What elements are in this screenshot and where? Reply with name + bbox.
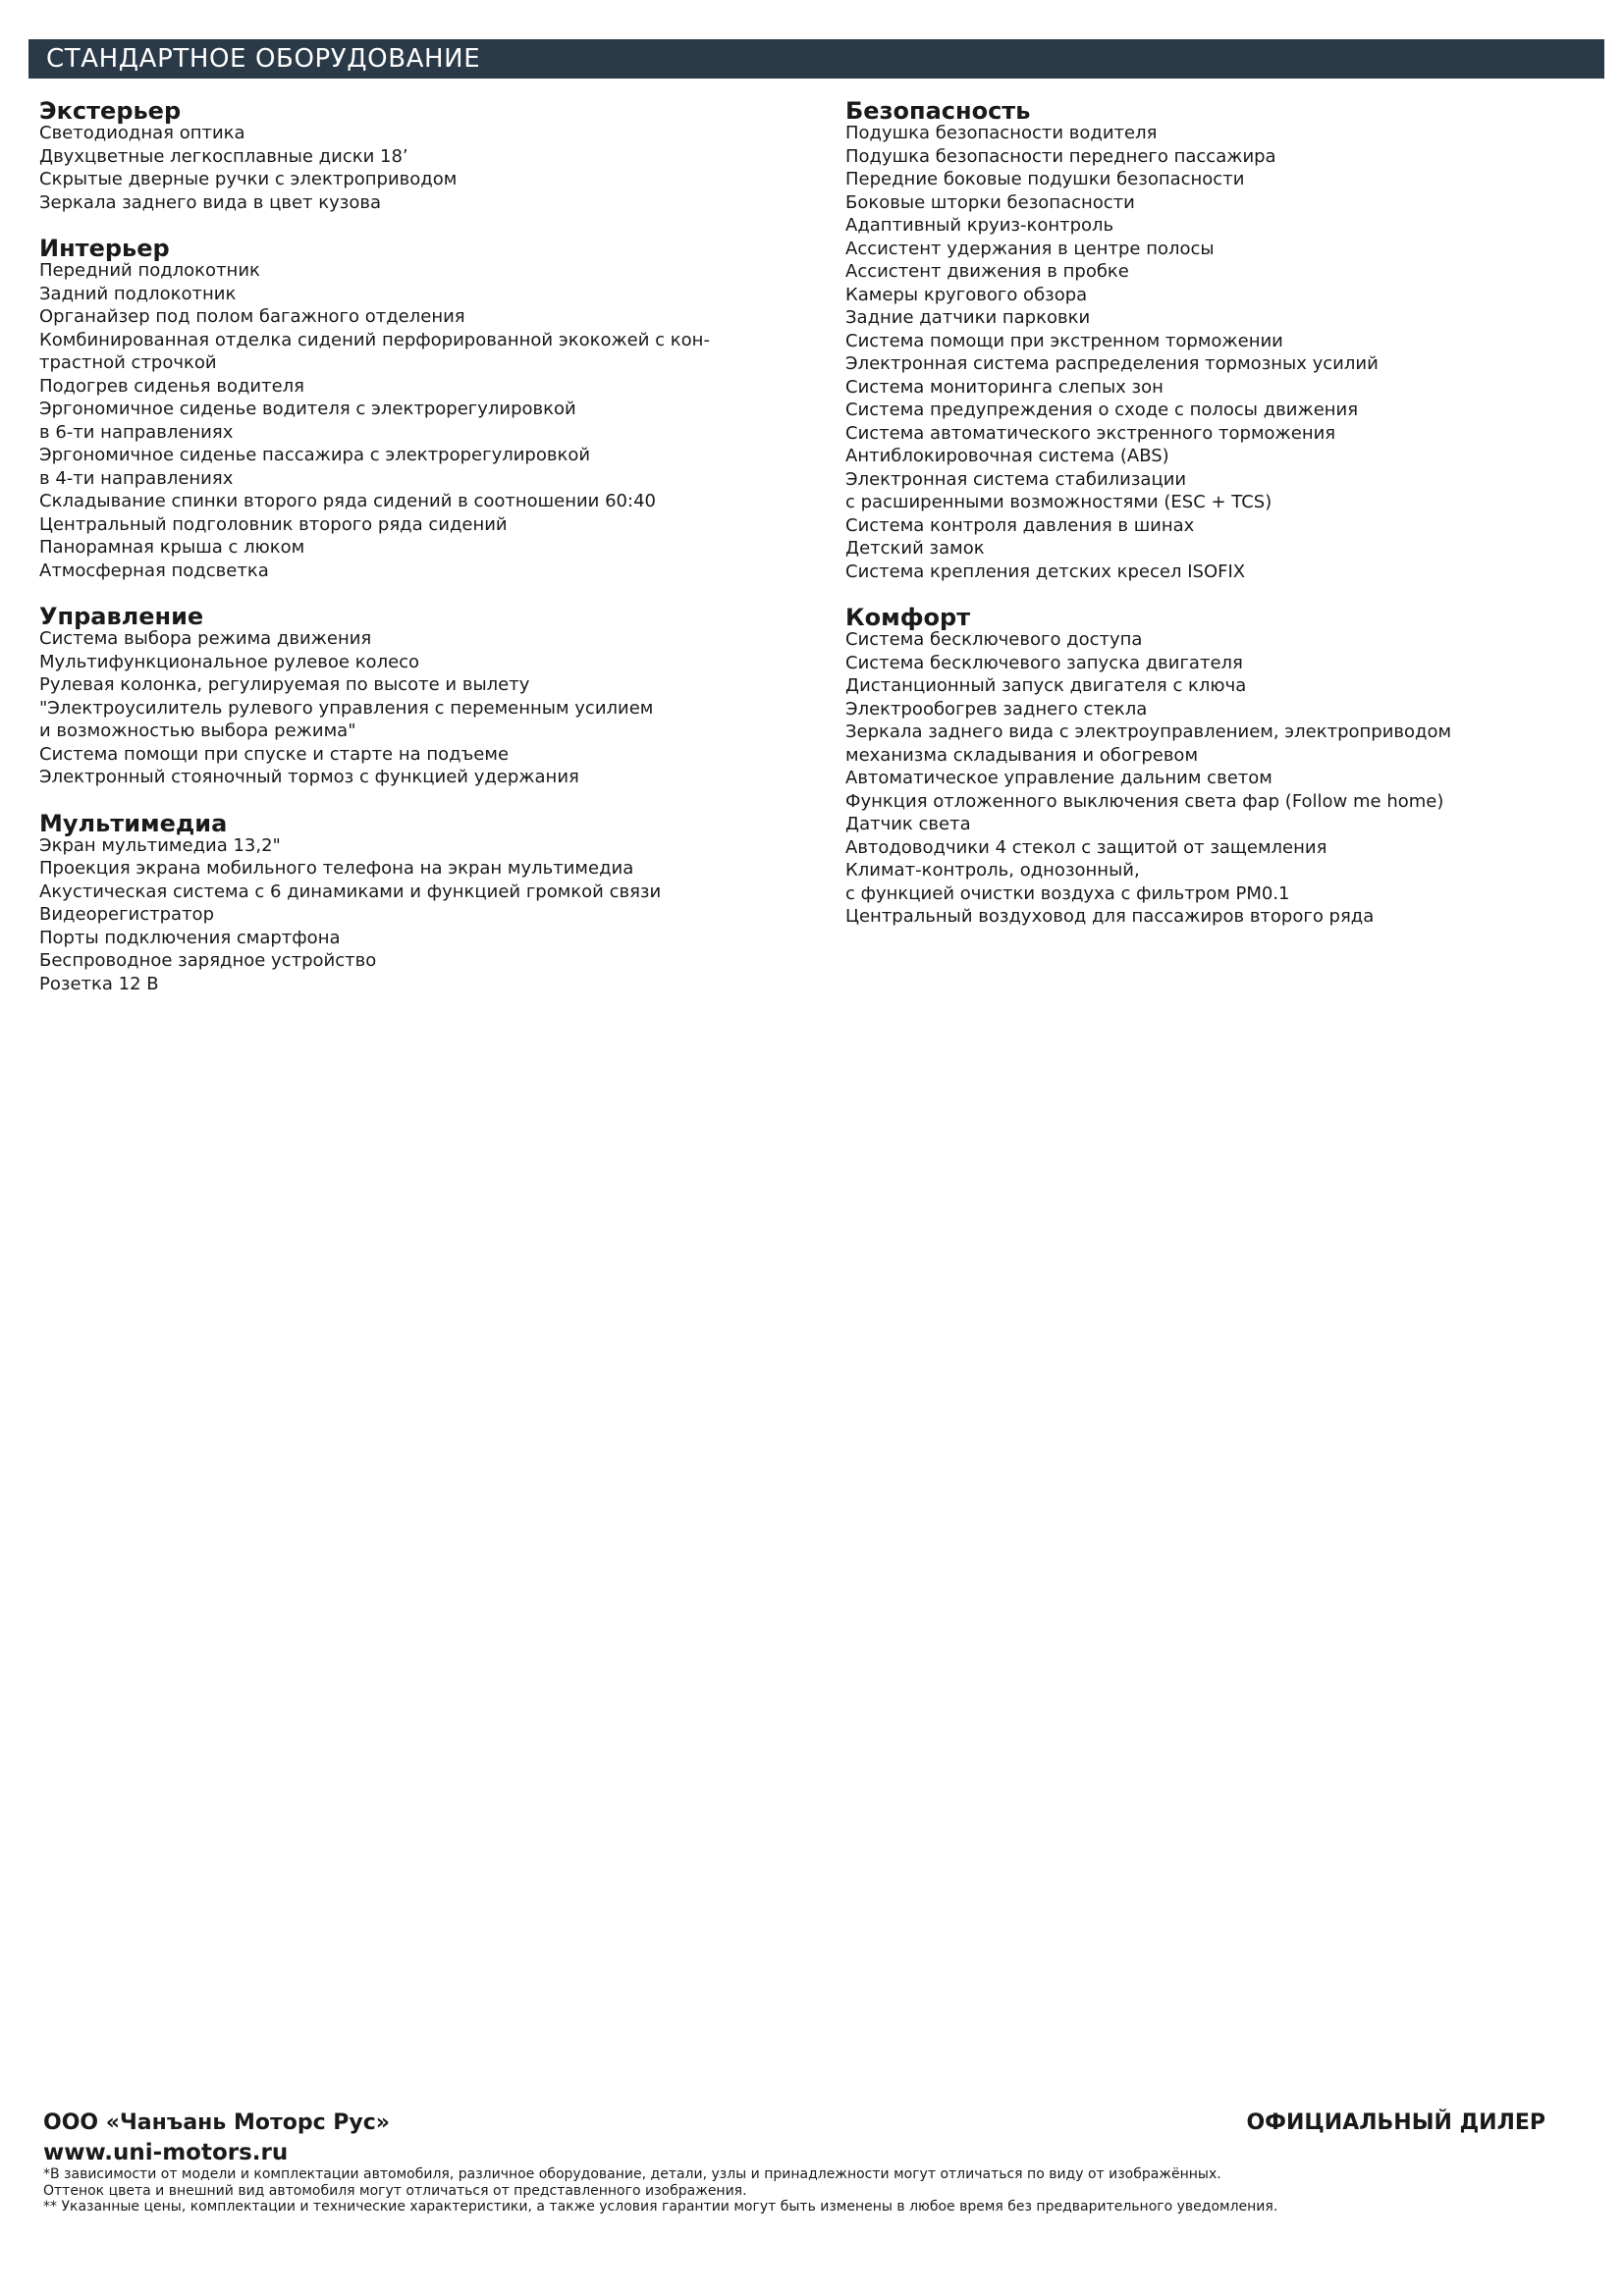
equipment-section <box>39 98 785 214</box>
equipment-section <box>39 604 785 789</box>
equipment-item: Видеорегистратор <box>39 904 214 925</box>
equipment-item: Автоматическое управление дальним светом <box>845 768 1272 788</box>
equipment-item: Экран мультимедиа 13,2" <box>39 834 281 856</box>
equipment-item: Система автоматического экстренного торможения <box>845 422 1336 444</box>
equipment-item: Эргономичное сиденье пассажира с электрорегулировкой <box>39 445 591 465</box>
equipment-item: Задний подлокотник <box>39 283 237 304</box>
equipment-item: Датчик света <box>845 814 971 834</box>
disclaimer-line: *В зависимости от модели и комплектации автомобиля, различное оборудование, детали, узлы и принадлежности могут отличаться по виду от изображённых. <box>43 2166 1221 2182</box>
website-link[interactable]: www.uni-motors.ru <box>43 2140 289 2165</box>
equipment-item: Система бесключевого доступа <box>845 629 1143 650</box>
equipment-item: Акустическая система с 6 динамиками и функцией громкой связи <box>39 881 662 902</box>
equipment-item: Атмосферная подсветка <box>39 560 269 581</box>
equipment-item: Беспроводное зарядное устройство <box>39 950 377 971</box>
equipment-item: Порты подключения смартфона <box>39 927 341 948</box>
equipment-item: Эргономичное сиденье водителя с электрорегулировкой <box>39 399 576 419</box>
equipment-item: Складывание спинки второго ряда сидений в соотношении 60:40 <box>39 491 656 511</box>
equipment-list <box>39 259 785 582</box>
equipment-item: Зеркала заднего вида в цвет кузова <box>39 191 382 213</box>
equipment-item: Задние датчики парковки <box>845 307 1091 328</box>
equipment-list <box>845 628 1592 929</box>
disclaimer-line: Оттенок цвета и внешний вид автомобиля могут отличаться от представленного изображения. <box>43 2182 747 2199</box>
equipment-column-right <box>845 98 1592 950</box>
equipment-item: Ассистент удержания в центре полосы <box>845 238 1215 259</box>
equipment-item: Передний подлокотник <box>39 260 260 281</box>
equipment-column-left <box>39 98 785 1017</box>
disclaimer-line: ** Указанные цены, комплектации и технические характеристики, а также условия гарантии могут быть изменены в любое время без предварительного уведомления. <box>43 2199 1278 2215</box>
equipment-item: Функция отложенного выключения света фар (Follow me home) <box>845 790 1444 812</box>
equipment-item: Система помощи при экстренном торможении <box>845 330 1283 351</box>
equipment-item: Электронная система распределения тормозных усилий <box>845 353 1379 374</box>
equipment-item: механизма складывания и обогревом <box>845 744 1199 766</box>
equipment-list <box>39 834 785 996</box>
equipment-item: в 6-ти направлениях <box>39 421 234 443</box>
equipment-item: Двухцветные легкосплавные диски 18’ <box>39 145 408 167</box>
equipment-section <box>39 236 785 582</box>
equipment-section <box>845 98 1592 583</box>
equipment-item: Комбинированная отделка сидений перфорированной экокожей с кон- <box>39 329 710 350</box>
equipment-item: Электрообогрев заднего стекла <box>845 698 1148 720</box>
equipment-item: Проекция экрана мобильного телефона на экран мультимедиа <box>39 858 634 879</box>
section-title: Безопасность <box>845 97 1031 125</box>
equipment-item: Электронная система стабилизации <box>845 468 1187 490</box>
equipment-item: Система выбора режима движения <box>39 628 372 649</box>
equipment-item: Центральный подголовник второго ряда сидений <box>39 513 508 535</box>
equipment-item: Дистанционный запуск двигателя с ключа <box>845 675 1247 696</box>
equipment-item: Панорамная крыша с люком <box>39 537 305 558</box>
equipment-item: Боковые шторки безопасности <box>845 191 1135 213</box>
equipment-item: Розетка 12 В <box>39 973 159 994</box>
equipment-item: Передние боковые подушки безопасности <box>845 169 1245 189</box>
equipment-item: Система крепления детских кресел ISOFIX <box>845 561 1246 582</box>
equipment-item: Система бесключевого запуска двигателя <box>845 652 1243 673</box>
equipment-item: Детский замок <box>845 538 985 559</box>
equipment-item: Камеры кругового обзора <box>845 284 1088 305</box>
equipment-list <box>39 627 785 789</box>
equipment-item: Светодиодная оптика <box>39 123 245 143</box>
equipment-list <box>845 122 1592 583</box>
equipment-item: Центральный воздуховод для пассажиров второго ряда <box>845 906 1375 927</box>
equipment-item: Мультифункциональное рулевое колесо <box>39 651 420 672</box>
official-dealer-label: ОФИЦИАЛЬНЫЙ ДИЛЕР <box>1246 2110 1545 2135</box>
equipment-item: Антиблокировочная система (ABS) <box>845 446 1169 466</box>
page-header-banner <box>28 39 1604 79</box>
equipment-list <box>39 122 785 214</box>
equipment-item: Климат-контроль, однозонный, <box>845 860 1140 881</box>
section-title: Интерьер <box>39 235 170 262</box>
equipment-item: "Электроусилитель рулевого управления с переменным усилием <box>39 697 654 719</box>
equipment-item: Адаптивный круиз-контроль <box>845 215 1114 236</box>
equipment-item: Система помощи при спуске и старте на подъеме <box>39 743 510 765</box>
equipment-item: Ассистент движения в пробке <box>845 261 1129 282</box>
equipment-item: Автодоводчики 4 стекол с защитой от защемления <box>845 836 1327 858</box>
equipment-section <box>39 811 785 996</box>
equipment-item: Подогрев сиденья водителя <box>39 375 304 397</box>
equipment-section <box>845 605 1592 929</box>
company-name: ООО «Чанъань Моторс Рус» <box>43 2110 390 2135</box>
equipment-item: Скрытые дверные ручки с электроприводом <box>39 169 458 189</box>
equipment-item: Зеркала заднего вида с электроуправлением, электроприводом <box>845 721 1452 742</box>
equipment-item: Система предупреждения о сходе с полосы движения <box>845 400 1359 420</box>
section-title: Управление <box>39 603 204 630</box>
equipment-item: и возможностью выбора режима" <box>39 721 356 741</box>
equipment-item: с функцией очистки воздуха с фильтром PM0.1 <box>845 882 1290 904</box>
equipment-item: Подушка безопасности переднего пассажира <box>845 145 1276 167</box>
equipment-item: с расширенными возможностями (ESC + TCS) <box>845 492 1272 512</box>
equipment-item: в 4-ти направлениях <box>39 467 234 489</box>
equipment-item: Система контроля давления в шинах <box>845 514 1195 536</box>
section-title: Мультимедиа <box>39 809 228 837</box>
equipment-item: трастной строчкой <box>39 352 217 373</box>
equipment-item: Органайзер под полом багажного отделения <box>39 306 465 327</box>
equipment-item: Система мониторинга слепых зон <box>845 376 1164 398</box>
disclaimers <box>43 2166 1585 2216</box>
equipment-item: Электронный стояночный тормоз с функцией удержания <box>39 767 579 787</box>
section-title: Комфорт <box>845 604 971 631</box>
equipment-item: Подушка безопасности водителя <box>845 123 1158 143</box>
page-title: СТАНДАРТНОЕ ОБОРУДОВАНИЕ <box>46 44 481 74</box>
section-title: Экстерьер <box>39 97 182 125</box>
equipment-item: Рулевая колонка, регулируемая по высоте и вылету <box>39 674 530 695</box>
